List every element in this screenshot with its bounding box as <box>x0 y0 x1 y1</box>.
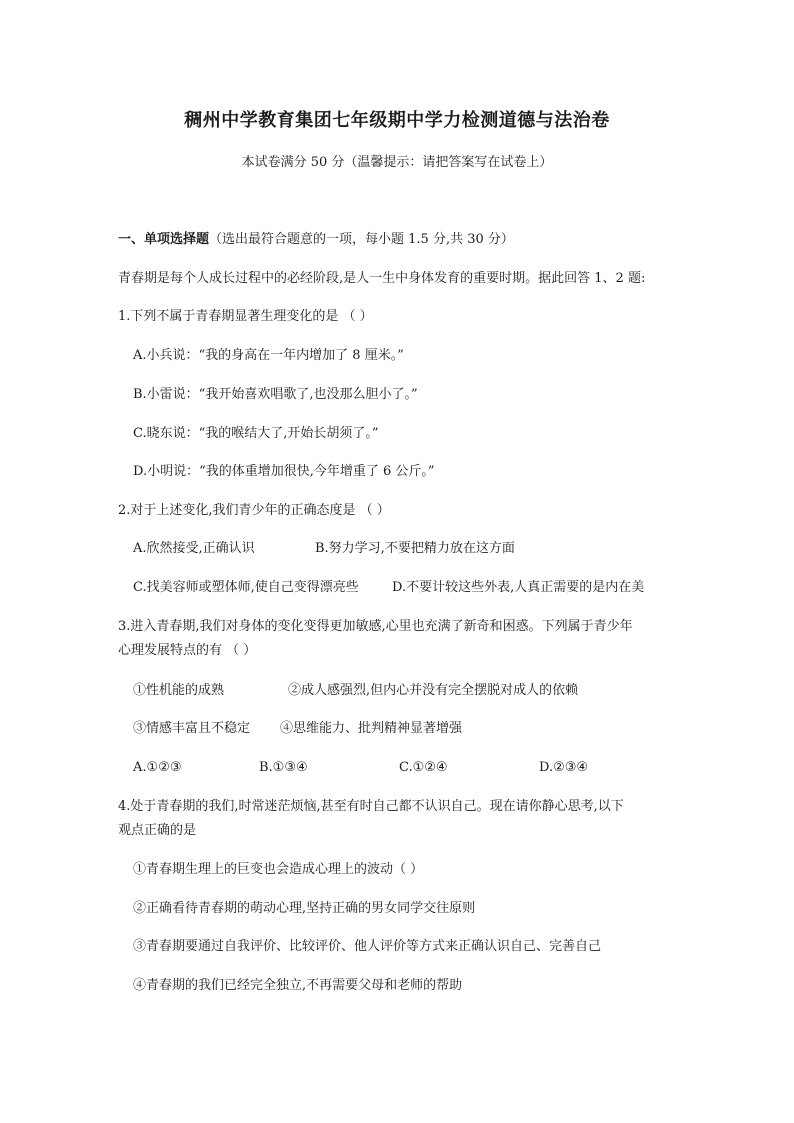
question-3-option-d: D.②③④ <box>539 760 589 775</box>
question-3-statement-2: ②成人感强烈,但内心并没有完全摆脱对成人的依赖 <box>288 683 579 698</box>
question-4-statement-4: ④青春期的我们已经完全独立,不再需要父母和老师的帮助 <box>133 978 463 993</box>
question-1-option-d: D.小明说：“我的体重增加很快,今年增重了 6 公斤。” <box>133 464 435 479</box>
question-3-option-a: A.①②③ <box>133 760 182 775</box>
question-4-stem-line1: 4.处于青春期的我们,时常迷茫烦恼,甚至有时自己都不认识自己。现在请你静心思考,以下 <box>118 799 624 814</box>
question-2-option-b: B.努力学习,不要把精力放在这方面 <box>315 541 515 556</box>
question-4-statement-2: ②正确看待青春期的萌动心理,坚持正确的男女同学交往原则 <box>133 901 476 916</box>
page-subtitle: 本试卷满分 50 分（温馨提示：请把答案写在试卷上） <box>241 155 553 170</box>
page-title: 稠州中学教育集团七年级期中学力检测道德与法治卷 <box>184 110 610 131</box>
question-3-stem-line2: 心理发展特点的有 （ ） <box>118 643 257 658</box>
section-note: （选出最符合题意的一项，每小题 1.5 分,共 30 分） <box>209 232 514 247</box>
question-1-stem: 1.下列不属于青春期显著生理变化的是 （ ） <box>118 309 373 324</box>
question-4-statement-1: ①青春期生理上的巨变也会造成心理上的波动（ ） <box>133 862 424 877</box>
intro-text: 青春期是每个人成长过程中的必经阶段,是人一生中身体发育的重要时期。据此回答 1、2 题: <box>118 271 646 286</box>
question-1-option-b: B.小雷说：“我开始喜欢唱歌了,也没那么胆小了。” <box>133 387 418 402</box>
question-2-option-d: D.不要计较这些外表,人真正需要的是内在美 <box>392 580 645 595</box>
question-3-statement-1: ①性机能的成熟 <box>133 683 225 698</box>
section-heading <box>118 232 514 248</box>
question-2-option-a: A.欣然接受,正确认识 <box>133 541 255 556</box>
question-3-option-b: B.①③④ <box>259 760 308 775</box>
question-1-option-c: C.晓东说：“我的喉结大了,开始长胡须了。” <box>133 426 379 441</box>
question-2-option-c: C.找美容师或塑体师,使自己变得漂亮些 <box>133 580 359 595</box>
question-3-option-c: C.①②④ <box>399 760 448 775</box>
question-3-statement-4: ④思维能力、批判精神显著增强 <box>280 721 463 736</box>
question-3-statement-3: ③情感丰富且不稳定 <box>133 721 251 736</box>
question-1-option-a: A.小兵说：“我的身高在一年内增加了 8 厘米。” <box>133 348 404 363</box>
question-3-stem-line1: 3.进入青春期,我们对身体的变化变得更加敏感,心里也充满了新奇和困惑。下列属于青少年 <box>118 619 633 634</box>
section-title: 一、单项选择题 <box>118 232 210 247</box>
question-4-statement-3: ③青春期要通过自我评价、比较评价、他人评价等方式来正确认识自己、完善自己 <box>133 939 602 954</box>
question-4-stem-line2: 观点正确的是 <box>118 823 197 838</box>
question-2-stem: 2.对于上述变化,我们青少年的正确态度是 （ ） <box>118 503 390 518</box>
